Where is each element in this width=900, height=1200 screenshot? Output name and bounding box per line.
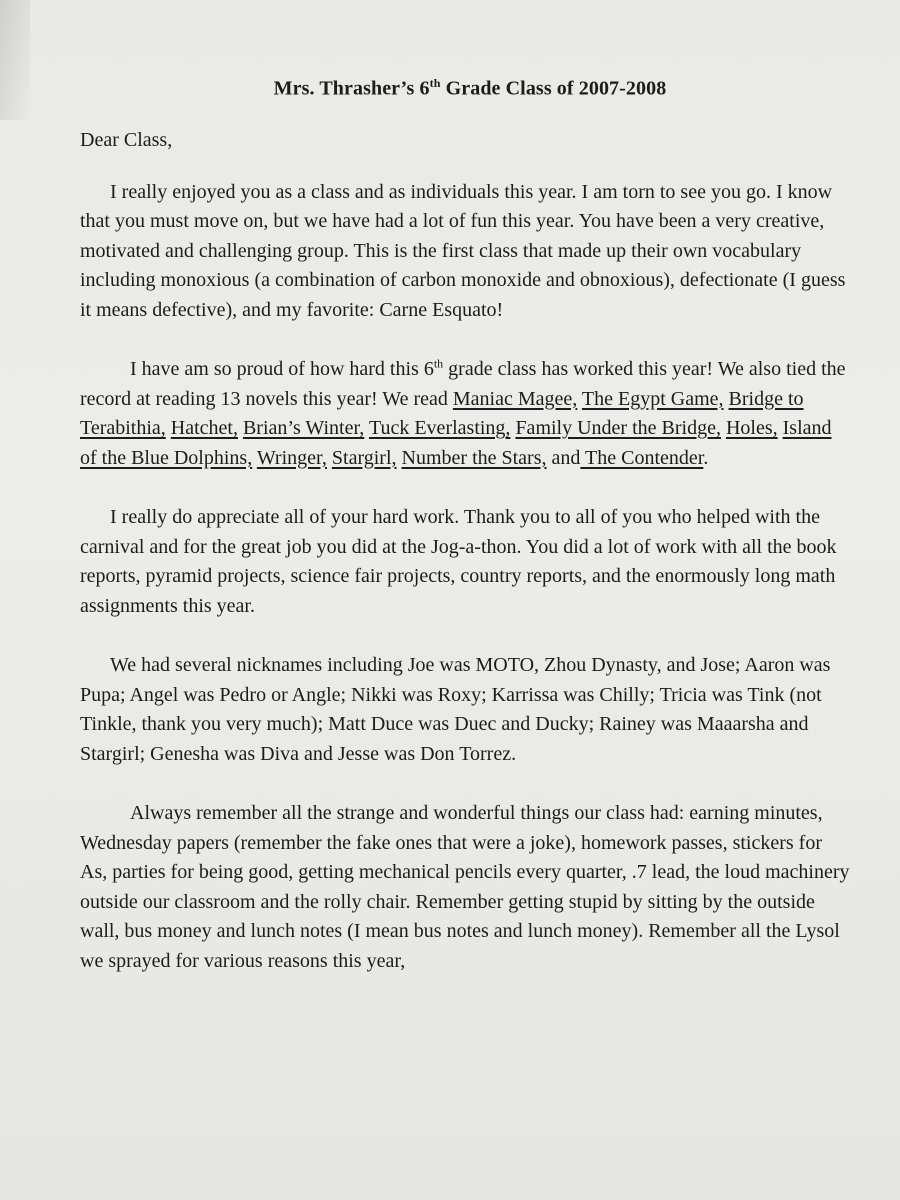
- letter-title: [0, 76, 900, 101]
- title-text-rest: Grade Class of 2007-2008: [440, 77, 667, 100]
- paragraph-3: I really do appreciate all of your hard work. Thank you to all of you who helped with the carnival and for the great job you did at the Jog-a-thon. You did a lot of work with all the book reports, pyramid projects, science fair projects, country reports, and the enormously long math assignments this year.: [80, 506, 837, 617]
- greeting: Dear Class,: [80, 129, 173, 151]
- book-title: Wringer,: [256, 446, 327, 469]
- book-title: Number the Stars,: [401, 446, 547, 469]
- book-title: Bridge to Terabithia,: [80, 387, 804, 439]
- title-superscript: th: [429, 76, 441, 90]
- book-title: Stargirl,: [331, 446, 397, 469]
- paragraph-2-intro-cont: grade class has worked this year! We also tied the record at reading 13 novels this year! We read: [80, 358, 846, 410]
- paragraph-2-intro: I have am so proud of how hard this 6: [130, 358, 434, 380]
- paragraph-4: We had several nicknames including Joe was MOTO, Zhou Dynasty, and Jose; Aaron was Pupa; Angel was Pedro or Angle; Nikki was Roxy; Karrissa was Chilly; Tricia was Tink (not Tinkle, thank you very much); Matt Duce was Duec and Ducky; Rainey was Maaarsha and Stargirl; Genesha was Diva and Jesse was Don Torrez.: [80, 654, 831, 765]
- book-title: Brian’s Winter,: [242, 417, 365, 439]
- paragraph-2: [80, 355, 850, 473]
- paragraph-2-superscript: th: [433, 356, 444, 371]
- book-title: Hatchet,: [170, 417, 238, 439]
- paragraph-1: I really enjoyed you as a class and as individuals this year. I am torn to see you go. I know that you must move on, but we have had a lot of fun this year. You have been a very creative, motivated and challenging group. This is the first class that made up their own vocabulary including monoxious (a combination of carbon monoxide and obnoxious), defectionate (I guess it means defective), and my favorite: Carne Esquato!: [80, 180, 846, 321]
- book-title: The Egypt Game,: [581, 387, 724, 410]
- book-title: Island of the Blue Dolphins,: [80, 417, 832, 469]
- paragraph-5: Always remember all the strange and wonderful things our class had: earning minutes, Wednesday papers (remember the fake ones that were a joke), homework passes, stickers for As, parties for being good, getting mechanical pencils every quarter, .7 lead, the loud machinery outside our classroom and the rolly chair. Remember getting stupid by sitting by the outside wall, bus money and lunch notes (I mean bus notes and lunch money). Remember all the Lysol we sprayed for various reasons this year,: [80, 802, 850, 972]
- book-title: Maniac Magee,: [452, 387, 578, 410]
- letter-body: [80, 126, 850, 1006]
- paragraph-2-and: and: [551, 446, 581, 469]
- book-title: Holes,: [725, 417, 778, 439]
- paragraph-2-end: .: [703, 446, 709, 469]
- title-text: Mrs. Thrasher’s 6: [273, 77, 430, 100]
- book-title: Tuck Everlasting,: [368, 417, 511, 439]
- book-title: The Contender: [580, 446, 704, 469]
- book-title: Family Under the Bridge,: [515, 417, 721, 439]
